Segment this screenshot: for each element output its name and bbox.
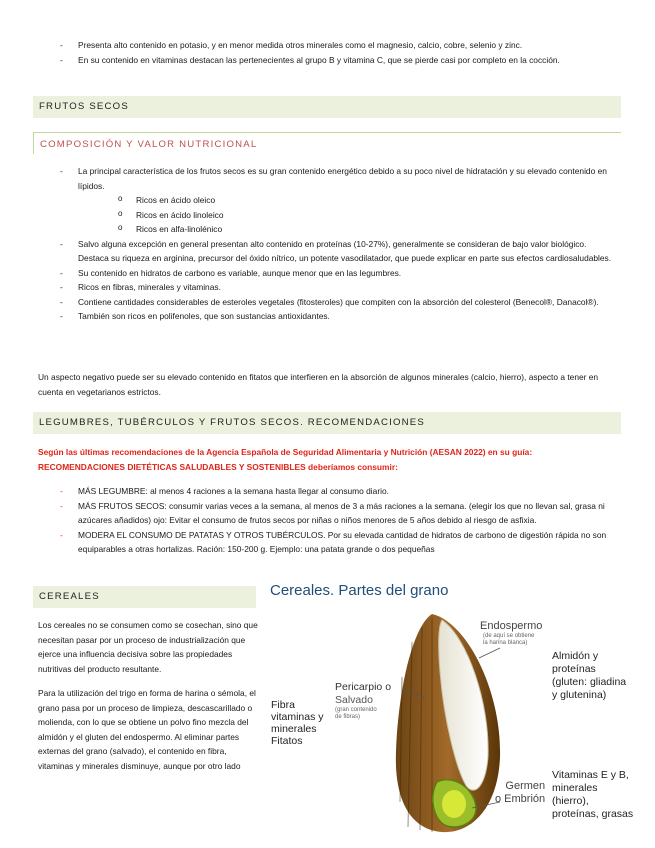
salvado-note-2: de fibras) [335, 714, 361, 720]
list-item: - MÁS LEGUMBRE: al menos 4 raciones a la semana hasta llegar al consumo diario. [60, 484, 612, 499]
cereales-paragraph-2: Para la utilización del trigo en forma de harina o sémola, el grano pasa por un proceso de limpieza, descascarillado o molienda, con lo que se obtiene un polvo fino mezcla del almidón y el gluten del endospermo. Al eliminar partes externas del grano (salvado), el contenido en fibra, vitaminas y minerales disminuye, aunque por otro lado [38, 688, 256, 771]
almidon-line-4: y glutenina) [552, 689, 607, 701]
embrion-text: o Embrión [495, 793, 546, 805]
salvado-text: Salvado [335, 694, 373, 706]
list-item: - En su contenido en vitaminas destacan las pertenecientes al grupo B y vitamina C, que se pierde casi por completo en la cocción. [60, 53, 610, 68]
label-germen [495, 780, 545, 806]
list-item [60, 164, 612, 237]
subheading-composicion: COMPOSICIÓN Y VALOR NUTRICIONAL [33, 132, 621, 154]
label-pericarpio [335, 681, 391, 721]
list-item: - Salvo alguna excepción en general presentan alto contenido en proteínas (10-27%), generalmente se consideran de bajo valor biológico. Destaca su riqueza en arginina, precursor del óxido nítrico, un potente vasodilatador, que puede explicar en parte sus efectos cardiosaludables. [60, 237, 612, 266]
vitaminas-line-2: minerales [552, 782, 598, 794]
cereales-text [38, 618, 260, 783]
vitaminas-line-1: Vitaminas E y B, [552, 769, 629, 781]
cereales-paragraph-1: Los cereales no se consumen como se cosechan, sino que necesitan pasar por un proceso de industrialización que ejerce una influencia decisiva sobre las propiedades nutritivas del producto resultante. [38, 620, 258, 674]
fibra-line-4: Fitatos [271, 735, 303, 747]
almidon-line-1: Almidón y [552, 650, 599, 662]
top-list [60, 38, 610, 67]
list-item: - También son ricos en polifenoles, que son sustancias antioxidantes. [60, 309, 612, 324]
sub-list [118, 193, 612, 237]
list-item-text: La principal característica de los frutos secos es su gran contenido energético debido a su poco nivel de hidratación y su elevado contenido en lípidos. [78, 166, 607, 191]
recomendaciones-intro: Según las últimas recomendaciones de la Agencia Española de Seguridad Alimentaria y Nutrición (AESAN 2022) en su guía: RECOMENDACIONES DIETÉTICAS SALUDABLES Y SOSTENIBLES deberíamos consumir: [38, 447, 533, 472]
list-item: - Contiene cantidades considerables de esteroles vegetales (fitosteroles) que compiten con la absorción del colesterol (Benecol®, Danacol®). [60, 295, 612, 310]
label-endospermo [480, 620, 542, 647]
label-almidon [552, 650, 626, 702]
sub-list-item: o Ricos en alfa-linolénico [118, 222, 612, 237]
list-item: - Presenta alto contenido en potasio, y en menor medida otros minerales como el magnesio, calcio, cobre, selenio y zinc. [60, 38, 610, 53]
fibra-line-3: minerales [271, 723, 317, 735]
list-item: - MODERA EL CONSUMO DE PATATAS Y OTROS TUBÉRCULOS. Por su elevada cantidad de hidratos de carbono de digestión rápida no son equiparables a otras hortalizas. Ración: 150-200 g. Ejemplo: una patata grande o dos pequeñas [60, 528, 612, 557]
label-vitaminas [552, 769, 633, 821]
endospermo-text: Endospermo [480, 620, 543, 632]
frutos-secos-list [60, 164, 612, 324]
recomendaciones-list [60, 484, 612, 557]
grain-figure [262, 582, 642, 842]
frutos-secos-paragraph: Un aspecto negativo puede ser su elevado contenido en fitatos que interfieren en la absorción de algunos minerales (calcio, hierro), aspecto a tener en cuenta en vegetarianos estrictos. [38, 372, 599, 397]
section-heading-cereales: CEREALES [33, 586, 256, 608]
sub-list-item: o Ricos en ácido linoleico [118, 208, 612, 223]
germen-text: Germen [505, 780, 546, 792]
fibra-line-1: Fibra [271, 699, 295, 711]
almidon-line-3: (gluten: gliadina [552, 676, 627, 688]
figure-title: Cereales. Partes del grano [270, 582, 449, 599]
section-heading-frutos-secos: FRUTOS SECOS [33, 96, 621, 118]
sub-list-item: o Ricos en ácido oleico [118, 193, 612, 208]
section-heading-recomendaciones: LEGUMBRES, TUBÉRCULOS Y FRUTOS SECOS. RECOMENDACIONES [33, 412, 621, 434]
fibra-line-2: vitaminas y [271, 711, 324, 723]
endospermo-note-2: la harina blanca) [483, 640, 528, 646]
vitaminas-line-3: (hierro), [552, 795, 589, 807]
list-item: - Su contenido en hidratos de carbono es variable, aunque menor que en las legumbres. [60, 266, 612, 281]
list-item: - Ricos en fibras, minerales y vitaminas. [60, 280, 612, 295]
salvado-note-1: (gran contenido [335, 707, 377, 713]
almidon-line-2: proteínas [552, 663, 596, 675]
list-item: - MÁS FRUTOS SECOS: consumir varias veces a la semana, al menos de 3 a más raciones a la semana. (elegir los que no llevan sal, grasa ni azúcares añadidos) ojo: Evitar el consumo de frutos secos por niñas o niños menores de 5 años debido al riesgo de asfixia. [60, 499, 612, 528]
frutos-secos-list-block [60, 164, 612, 324]
label-fibra [271, 699, 324, 747]
endospermo-note-1: (de aquí se obtiene [483, 633, 535, 639]
pericarpio-text: Pericarpio o [335, 681, 392, 693]
vitaminas-line-4: proteínas, grasas [552, 808, 634, 820]
